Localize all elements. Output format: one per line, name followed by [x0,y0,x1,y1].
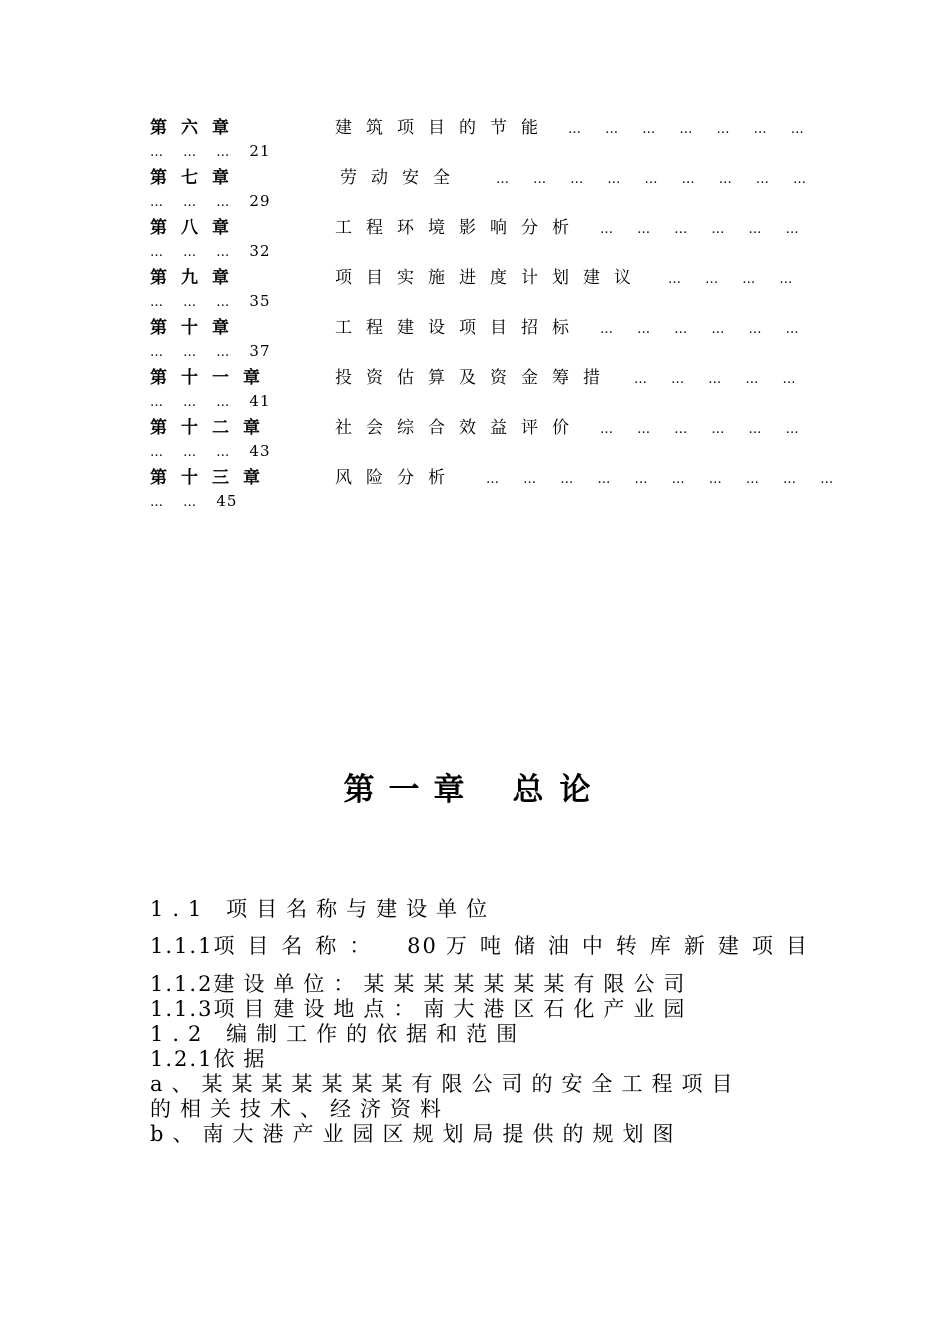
toc-chapter-number: 第十三章 [150,468,274,488]
toc-entry-chapter-11[interactable] [150,368,830,418]
section-1-1-heading [150,896,496,922]
toc-page-number: 41 [249,392,271,410]
toc-leader-dots: … … … … … … [600,322,809,337]
toc-chapter-number: 第十一章 [150,368,274,388]
toc-leader-dots: … … … … … [634,372,806,387]
toc-leader-dots: … … … … [668,272,803,287]
project-capacity: 80 [407,934,438,958]
toc-page-number: 21 [249,142,271,160]
chapter-heading [0,770,950,810]
section-number: 1.1.1 [150,934,214,958]
toc-leader-dots: … … … [150,445,238,460]
section-1-1-3-construction-site [150,996,693,1022]
toc-chapter-title: 建筑项目的节能 [335,118,552,138]
toc-entry-chapter-10[interactable] [150,318,830,368]
toc-entry-chapter-9[interactable] [150,268,830,318]
toc-chapter-title: 项目实施进度计划建议 [335,268,645,288]
section-text: 项目建设地点：南大港区石化产业园 [213,997,694,1021]
toc-leader-dots: … … … [150,195,238,210]
toc-page-line [150,492,237,512]
section-number: 1.1.2 [150,972,214,996]
toc-page-line [150,242,271,262]
toc-entry-chapter-13[interactable] [150,468,844,518]
toc-page-number: 37 [249,342,271,360]
toc-chapter-title: 社会综合效益评价 [335,418,583,438]
toc-chapter-number: 第八章 [150,218,243,238]
section-number: 1.1.3 [150,997,214,1021]
toc-leader-dots: … … … [150,395,238,410]
section-text: a、某某某某某某某有限公司的安全工程项目 [150,1072,742,1096]
toc-page-number: 35 [249,292,271,310]
toc-chapter-number: 第十章 [150,318,243,338]
toc-page-line [150,192,271,212]
toc-chapter-title: 风险分析 [335,468,459,488]
section-1-1-2-construction-unit [150,971,693,997]
toc-page-line [150,392,271,412]
toc-page-line [150,342,271,362]
section-number: 1.2.1 [150,1047,214,1071]
toc-leader-dots: … … … [150,295,238,310]
toc-chapter-number: 第七章 [150,168,243,188]
toc-chapter-title: 工程建设项目招标 [335,318,583,338]
toc-leader-dots: … … … … … … [600,222,809,237]
section-text: 的相关技术、经济资料 [150,1097,450,1121]
toc-page-number: 43 [249,442,271,460]
section-1-1-1-project-name [150,933,820,959]
toc-chapter-number: 第九章 [150,268,243,288]
section-text: 1.2 编制工作的依据和范围 [150,1022,527,1046]
toc-entry-chapter-6[interactable] [150,118,830,168]
toc-page-line [150,442,271,462]
toc-chapter-title: 工程环境影响分析 [335,218,583,238]
toc-entry-chapter-12[interactable] [150,418,830,468]
toc-leader-dots: … … … … … … … [568,122,814,137]
toc-page-line [150,292,271,312]
toc-chapter-title: 劳动安全 [340,168,464,188]
chapter-number: 第一章 [343,772,479,808]
chapter-title: 总论 [512,772,607,808]
toc-chapter-number: 第六章 [150,118,243,138]
toc-page-number: 29 [249,192,271,210]
basis-item-a-continued [150,1096,450,1122]
section-1-2-heading [150,1021,526,1047]
toc-page-number: 32 [249,242,271,260]
section-text: b、南大港产业园区规划局提供的规划图 [150,1122,683,1146]
basis-item-b [150,1121,682,1147]
toc-entry-chapter-8[interactable] [150,218,830,268]
toc-leader-dots: … … … [150,145,238,160]
toc-leader-dots: … … … … … … [600,422,809,437]
project-name-value: 万吨储油中转库新建项目 [445,934,820,958]
toc-entry-chapter-7[interactable] [150,168,830,218]
toc-leader-dots: … … … … … … … … … … [486,472,844,487]
field-label: 项目名称： [213,934,384,958]
section-text: 1.1 项目名称与建设单位 [150,897,497,921]
toc-chapter-number: 第十二章 [150,418,274,438]
toc-leader-dots: … … … [150,345,238,360]
section-1-2-1-heading [150,1046,273,1072]
toc-page-number: 45 [216,492,238,510]
toc-chapter-title: 投资估算及资金筹措 [335,368,614,388]
section-text: 建设单位：某某某某某某某有限公司 [213,972,694,996]
section-text: 依据 [213,1047,274,1071]
basis-item-a [150,1071,742,1097]
toc-leader-dots: … … [150,495,205,510]
toc-leader-dots: … … … [150,245,238,260]
toc-page-line [150,142,271,162]
toc-leader-dots: … … … … … … … … … [496,172,817,187]
